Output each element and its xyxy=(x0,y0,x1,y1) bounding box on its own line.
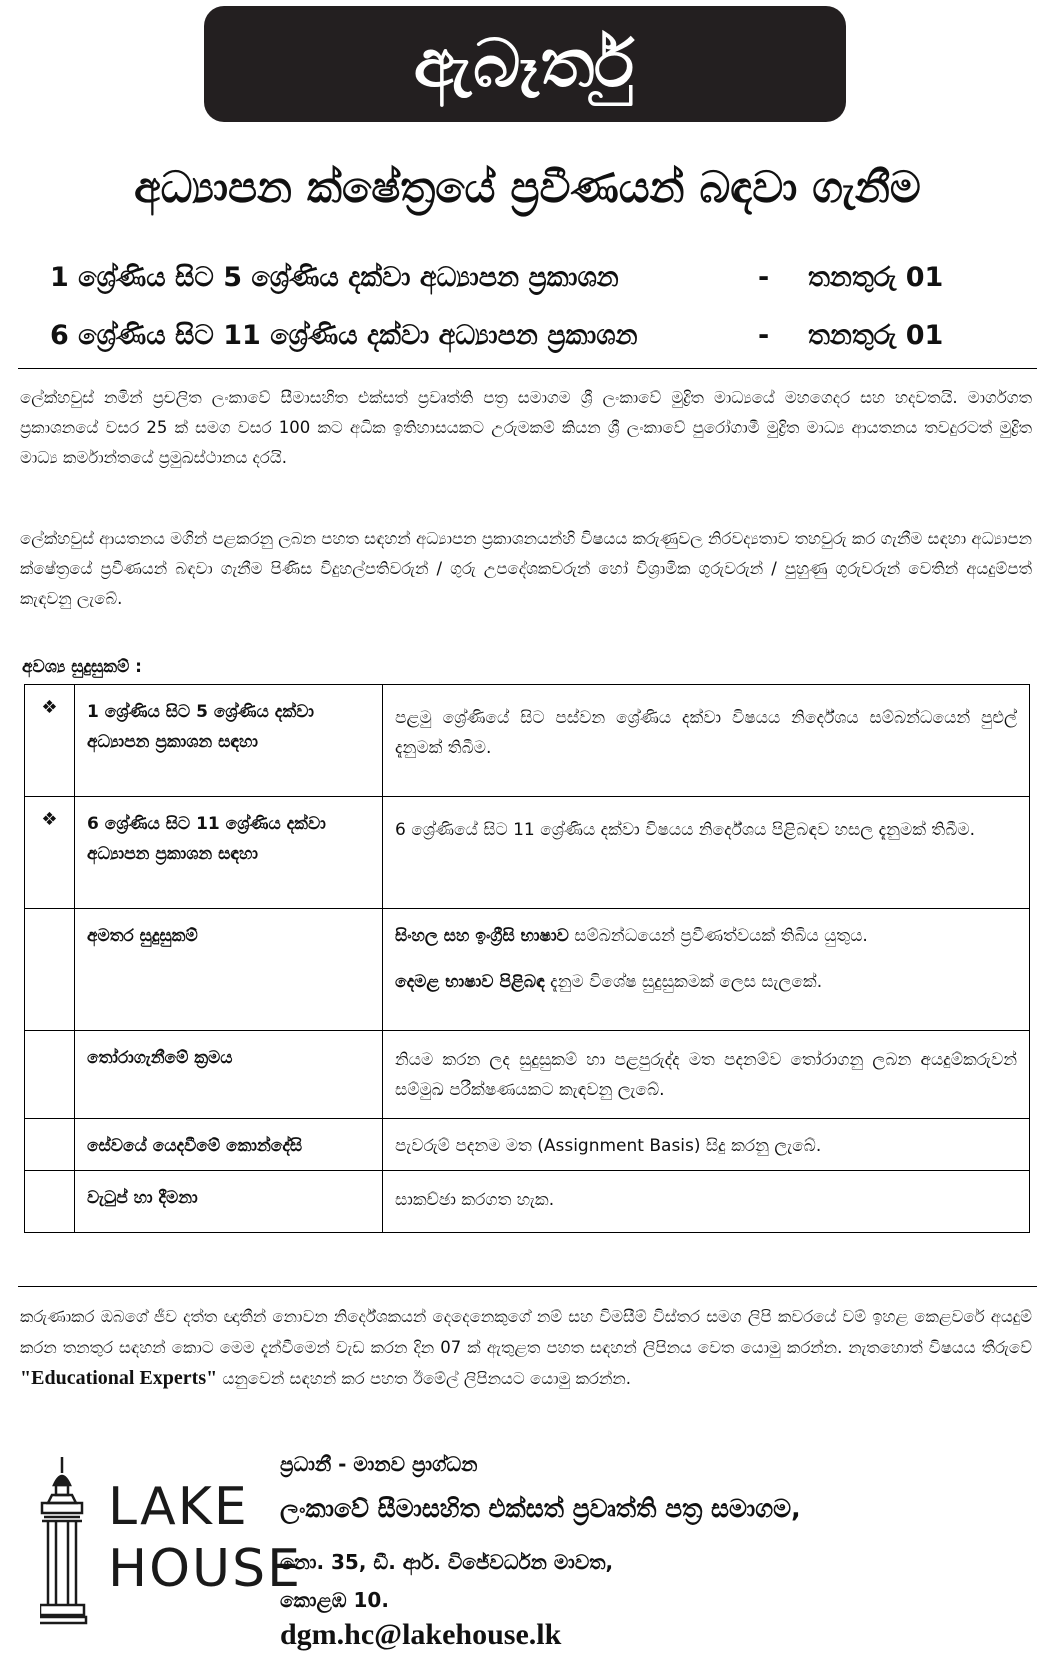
requirements-heading: අවශ්‍ය සුදුසුකම් : xyxy=(22,657,142,677)
requirement-label: 6 ශ්‍රේණිය සිට 11 ශ්‍රේණිය දක්වා අධ්‍යාපන ප්‍රකාශන සඳහා xyxy=(75,797,383,909)
requirement-text: පළමු ශ්‍රේණියේ සිට පස්වන ශ්‍රේණිය දක්වා විෂයය නිර්දේශය සම්බන්ධයෙන් පුළුල් දැනුමක් තිබීම. xyxy=(383,685,1030,797)
intro-paragraph: ලේක්හවුස් ආයතනය මගින් පළකරනු ලබන පහත සඳහන් අධ්‍යාපන ප්‍රකාශනයන්හි විෂයය කරුණුවල නිරවද්‍යතාව තහවුරු කර ගැනීම සඳහා අධ්‍යාපන ක්ෂේත්‍රයේ ප්‍රවීණයන් බඳවා ගැනීම පිණිස විදුහල්පතිවරුන් / ගුරු උපදේශකවරුන් හෝ විශ්‍රාමික ගුරුවරුන් / පුහුණු ගුරුවරුන් වෙතින් අයදුම්පත් කැඳවනු ලැබේ. xyxy=(20,529,1032,608)
requirement-label: 1 ශ්‍රේණිය සිට 5 ශ්‍රේණිය දක්වා අධ්‍යාපන ප්‍රකාශන සඳහා xyxy=(75,685,383,797)
requirement-label: සේවයේ යෙදවීමේ කොන්දේසි xyxy=(75,1119,383,1171)
logo-line: LAKE xyxy=(108,1477,249,1537)
table-row xyxy=(25,1119,1030,1171)
language-bold: දෙමළ භාෂාව පිළිබඳ xyxy=(395,972,545,992)
email-link[interactable]: dgm.hc@lakehouse.lk xyxy=(280,1618,562,1651)
banner-title: ඇබෑර්තු xyxy=(413,24,637,102)
language-text: සම්බන්ධයෙන් ප්‍රවීණත්වයක් තිබිය යුතුය. xyxy=(568,926,868,946)
post-name: 1 ශ්‍රේණිය සිට 5 ශ්‍රේණිය දක්වා අධ්‍යාපන ප්‍රකාශන xyxy=(50,262,619,293)
table-row xyxy=(25,1171,1030,1233)
requirement-text: සාකච්ඡා කරගත හැක. xyxy=(383,1171,1030,1233)
address-title: ප්‍රධානී - මානව ප්‍රාග්ධන xyxy=(280,1452,478,1476)
empty-cell xyxy=(25,1119,75,1171)
post-count: තනතුරු 01 xyxy=(808,262,944,293)
empty-cell xyxy=(25,1031,75,1119)
table-row xyxy=(25,909,1030,1031)
post-count: තනතුරු 01 xyxy=(808,320,944,351)
application-instructions xyxy=(20,1301,1032,1394)
requirement-text: පැවරුම් පදනම මත (Assignment Basis) සිදු කරනු ලැබේ. xyxy=(383,1119,1030,1171)
table-row xyxy=(25,685,1030,797)
instructions-text: කරුණාකර ඔබගේ ජීව දත්ත ඥාතීන් නොවන නිර්දේශකයන් දෙදෙනෙකුගේ නම් සහ විමසීම් විස්තර සමග ලිපි කවරයේ වම් ඉහළ කෙළවරේ අයදුම් කරන තනතුර සඳහන් කොට මෙම දැන්වීමෙන් වැඩ කරන දින 07 ක් ඇතුළත පහත සඳහන් ලිපිනය වෙත යොමු කරන්න. නැතහොත් විෂයය තීරුවේ xyxy=(20,1307,1032,1357)
address-company: ලංකාවේ සීමාසහිත එක්සත් ප්‍රවෘත්ති පත්‍ර සමාගම, xyxy=(280,1494,801,1523)
post-line xyxy=(50,314,970,358)
instructions-text: යනුවෙන් සඳහන් කර පහත ඊමේල් ලිපිනයට යොමු කරන්න. xyxy=(217,1369,632,1388)
requirement-label: අමතර සුදුසුකම් xyxy=(75,909,383,1031)
requirement-text xyxy=(383,909,1030,1031)
intro-paragraph: ලේක්හවුස් නමින් ප්‍රචලිත ලංකාවේ සීමාසහිත එක්සත් ප්‍රවෘත්ති පත්‍ර සමාගම ශ්‍රී ලංකාවේ මුද්‍රිත මාධ්‍යයේ මහගෙදර සහ හදවතයි. මාර්ගගත ප්‍රකාශනයේ වසර 25 ක් සමග වසර 100 කට අධික ඉතිහාසයකට උරුමකම් කියන ශ්‍රී ලංකාවේ පුරෝගාමී මුද්‍රිත මාධ්‍ය ආයතනය තවදුරටත් මුද්‍රිත මාධ්‍ය කර්මාන්තයේ ප්‍රමුඛස්ථානය දරයි. xyxy=(20,388,1032,467)
empty-cell xyxy=(25,909,75,1031)
table-row xyxy=(25,1031,1030,1119)
post-line xyxy=(50,256,970,300)
page-title: අධ්‍යාපන ක්ෂේත්‍රයේ ප්‍රවීණයන් බඳවා ගැනීම xyxy=(134,163,921,213)
language-text: දැනුම විශේෂ සුදුසුකමක් ලෙස සැලකේ. xyxy=(544,972,823,992)
requirement-text: නියම කරන ලද සුදුසුකම් හා පළපුරුද්ද මත පදනම්ව තෝරාගනු ලබන අයදුම්කරුවන් සම්මුඛ පරීක්ෂණයකට කැඳවනු ලැබේ. xyxy=(383,1031,1030,1119)
logo-line: HOUSE xyxy=(108,1539,302,1599)
address-street: නො. 35, ඩී. ආර්. විජේවර්ධන මාවත, xyxy=(280,1550,614,1574)
email-subject: "Educational Experts" xyxy=(20,1367,218,1389)
empty-cell xyxy=(25,1171,75,1233)
logo-wordmark xyxy=(108,1476,302,1600)
diamond-bullet-icon: ❖ xyxy=(25,685,75,797)
divider xyxy=(18,368,1037,369)
table-row xyxy=(25,797,1030,909)
requirement-label: වැටුප් හා දීමනා xyxy=(75,1171,383,1233)
post-separator: - xyxy=(758,320,770,351)
diamond-bullet-icon: ❖ xyxy=(25,797,75,909)
post-name: 6 ශ්‍රේණිය සිට 11 ශ්‍රේණිය දක්වා අධ්‍යාපන ප්‍රකාශන xyxy=(50,320,638,351)
requirement-label: තෝරාගැනීමේ ක්‍රමය xyxy=(75,1031,383,1119)
address-city: කොළඹ 10. xyxy=(280,1588,389,1612)
divider xyxy=(18,1286,1037,1287)
advertisement-banner xyxy=(204,6,846,122)
requirements-table xyxy=(24,684,1030,1233)
language-bold: සිංහල සහ ඉංග්‍රීසි භාෂාව xyxy=(395,926,569,946)
requirement-text: 6 ශ්‍රේණියේ සිට 11 ශ්‍රේණිය දක්වා විෂයය නිර්දේශය පිළිබඳව හසල දැනුමක් තිබීම. xyxy=(383,797,1030,909)
post-separator: - xyxy=(758,262,770,293)
